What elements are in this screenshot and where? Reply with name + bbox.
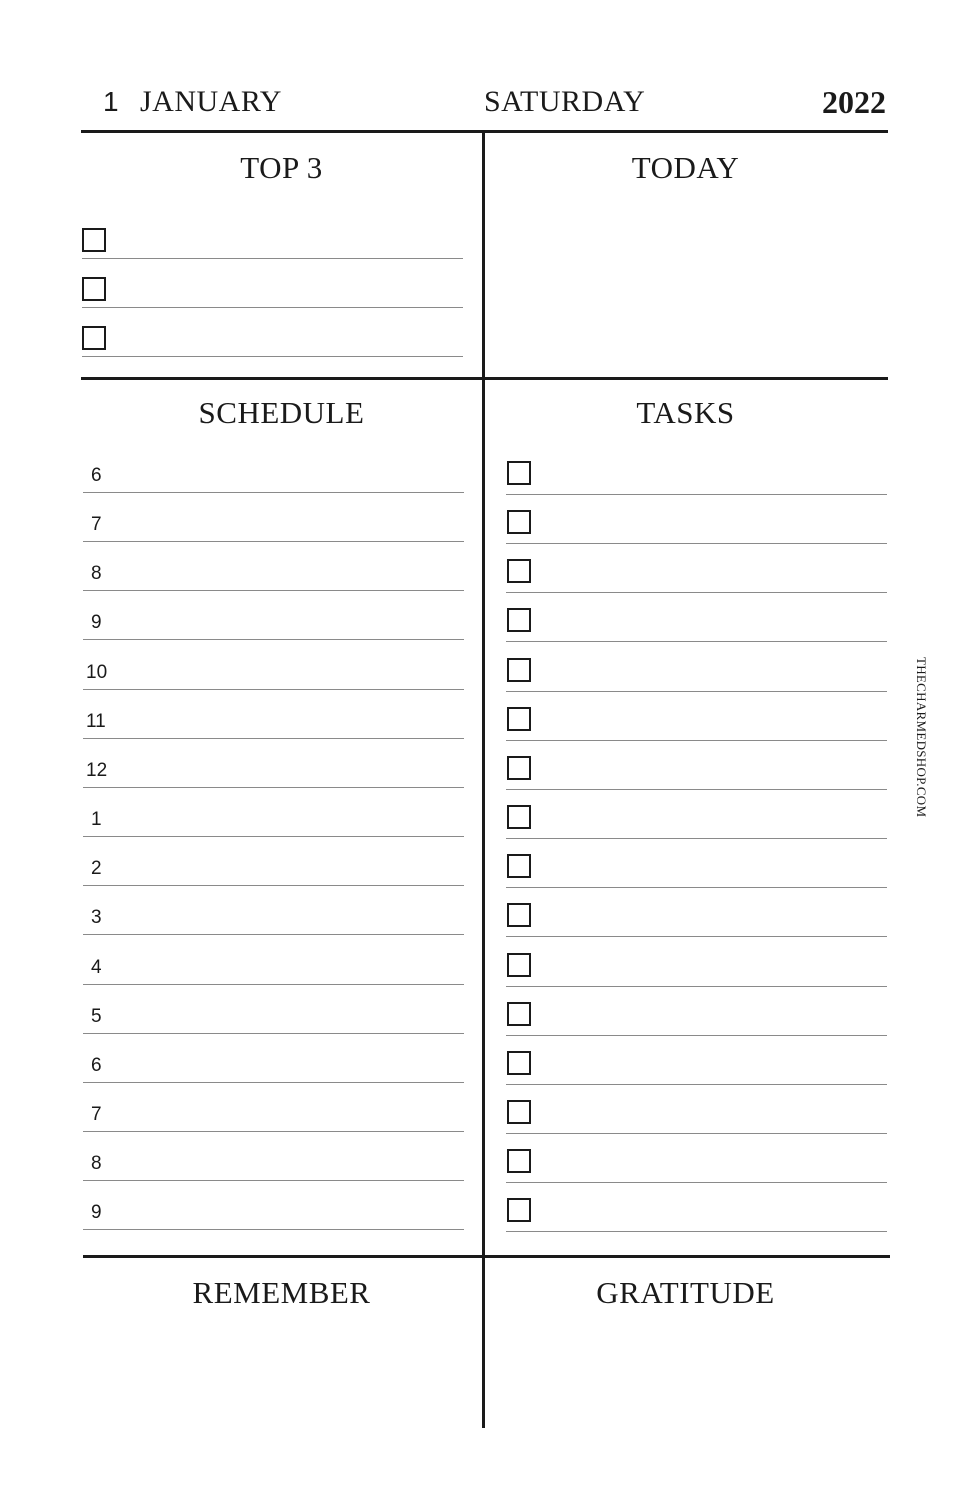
- top3-title: TOP 3: [240, 150, 323, 185]
- schedule-hour: 6: [91, 1054, 102, 1076]
- schedule-hour: 10: [86, 661, 108, 683]
- task-checkbox[interactable]: [507, 1198, 531, 1222]
- schedule-hour: 8: [91, 1153, 102, 1175]
- schedule-line: [83, 492, 464, 493]
- schedule-line: [83, 1131, 464, 1132]
- center-divider: [482, 131, 485, 1428]
- task-checkbox[interactable]: [507, 658, 531, 682]
- top3-line: [82, 356, 463, 357]
- task-line: [506, 936, 887, 937]
- schedule-line: [83, 689, 464, 690]
- task-line: [506, 1182, 887, 1183]
- task-line: [506, 641, 887, 642]
- site-watermark: THECHARMEDSHOP.COM: [914, 657, 929, 818]
- schedule-hour: 3: [91, 907, 102, 929]
- schedule-hour: 5: [91, 1005, 102, 1027]
- task-line: [506, 740, 887, 741]
- schedule-hour: 2: [91, 858, 102, 880]
- schedule-line: [83, 1180, 464, 1181]
- task-checkbox[interactable]: [507, 805, 531, 829]
- top3-checkbox[interactable]: [82, 277, 106, 301]
- schedule-line: [83, 836, 464, 837]
- task-line: [506, 887, 887, 888]
- task-checkbox[interactable]: [507, 510, 531, 534]
- task-checkbox[interactable]: [507, 756, 531, 780]
- day-number: 1: [103, 86, 119, 117]
- schedule-line: [83, 934, 464, 935]
- top3-line: [82, 307, 463, 308]
- tasks-title: TASKS: [636, 395, 735, 430]
- task-line: [506, 1084, 887, 1085]
- task-checkbox[interactable]: [507, 608, 531, 632]
- task-line: [506, 1035, 887, 1036]
- task-checkbox[interactable]: [507, 461, 531, 485]
- schedule-line: [83, 1229, 464, 1230]
- schedule-hour: 6: [91, 465, 102, 486]
- task-line: [506, 592, 887, 593]
- schedule-hour: 12: [86, 759, 108, 781]
- schedule-hour: 8: [91, 563, 102, 585]
- schedule-line: [83, 1033, 464, 1034]
- gratitude-title: GRATITUDE: [596, 1275, 775, 1310]
- bottom-section-divider: [83, 1255, 890, 1258]
- task-line: [506, 543, 887, 544]
- year-label: 2022: [822, 84, 886, 120]
- task-checkbox[interactable]: [507, 903, 531, 927]
- task-checkbox[interactable]: [507, 1002, 531, 1026]
- schedule-hour: 9: [91, 1202, 102, 1224]
- task-line: [506, 986, 887, 987]
- task-line: [506, 838, 887, 839]
- schedule-hour: 4: [91, 956, 102, 978]
- remember-title: REMEMBER: [192, 1275, 371, 1310]
- task-line: [506, 1133, 887, 1134]
- task-checkbox[interactable]: [507, 1100, 531, 1124]
- top-section-divider: [81, 377, 888, 380]
- month-label: JANUARY: [140, 85, 282, 118]
- schedule-line: [83, 738, 464, 739]
- task-line: [506, 691, 887, 692]
- task-checkbox[interactable]: [507, 1149, 531, 1173]
- top3-line: [82, 258, 463, 259]
- task-checkbox[interactable]: [507, 854, 531, 878]
- schedule-hour: 7: [91, 1103, 102, 1125]
- weekday-label: SATURDAY: [484, 85, 646, 118]
- top3-checkbox[interactable]: [82, 326, 106, 350]
- task-line: [506, 494, 887, 495]
- schedule-hour: 1: [91, 809, 102, 831]
- schedule-hour: 9: [91, 612, 102, 634]
- today-title: TODAY: [631, 150, 740, 185]
- schedule-line: [83, 1082, 464, 1083]
- task-checkbox[interactable]: [507, 559, 531, 583]
- schedule-line: [83, 984, 464, 985]
- top3-checkbox[interactable]: [82, 228, 106, 252]
- schedule-title: SCHEDULE: [198, 395, 365, 430]
- schedule-line: [83, 541, 464, 542]
- task-checkbox[interactable]: [507, 953, 531, 977]
- task-line: [506, 789, 887, 790]
- schedule-line: [83, 885, 464, 886]
- task-checkbox[interactable]: [507, 707, 531, 731]
- task-line: [506, 1231, 887, 1232]
- schedule-line: [83, 590, 464, 591]
- schedule-hour: 7: [91, 514, 102, 536]
- schedule-hour: 11: [86, 710, 106, 732]
- schedule-line: [83, 787, 464, 788]
- schedule-line: [83, 639, 464, 640]
- task-checkbox[interactable]: [507, 1051, 531, 1075]
